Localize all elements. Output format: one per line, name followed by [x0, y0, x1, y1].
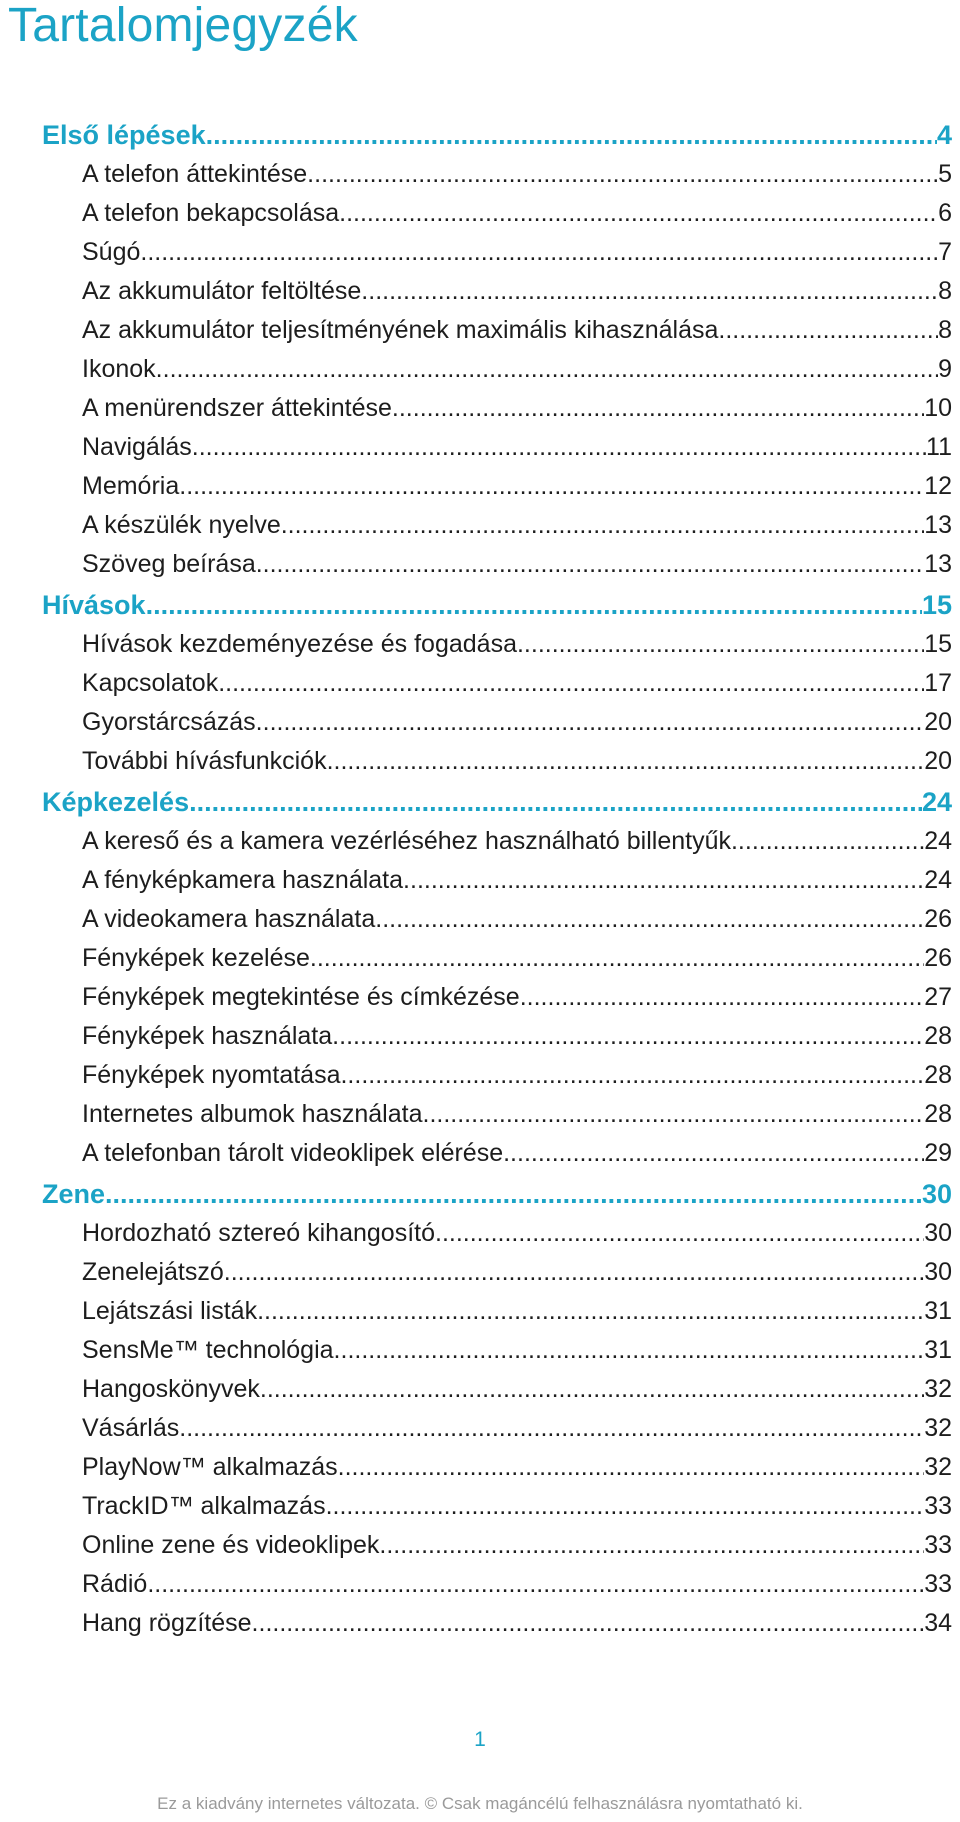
- entry-label: Hangoskönyvek: [82, 1375, 260, 1403]
- toc-entry[interactable]: [42, 1370, 952, 1409]
- entry-label: Ikonok: [82, 355, 156, 383]
- section-heading-label: Hívások: [42, 590, 146, 620]
- toc-entry[interactable]: [42, 194, 952, 233]
- entry-label: Súgó: [82, 238, 141, 266]
- entry-label: Lejátszási listák: [82, 1297, 258, 1325]
- dot-leader: [379, 1526, 924, 1565]
- dot-leader: [218, 664, 924, 703]
- toc-section: [42, 1175, 952, 1643]
- dot-leader: [332, 1017, 924, 1056]
- footer-note: Ez a kiadvány internetes változata. © Csak magáncélú felhasználásra nyomtatható ki.: [157, 1794, 803, 1813]
- entry-page-number: 30: [924, 1258, 952, 1286]
- entry-page-number: 26: [924, 944, 952, 972]
- section-page-number: 4: [936, 120, 952, 150]
- dot-leader: [224, 1253, 924, 1292]
- entry-label: A fényképkamera használata: [82, 866, 404, 894]
- dot-leader: [326, 1487, 925, 1526]
- entry-label: Hordozható sztereó kihangosító: [82, 1219, 435, 1247]
- toc-entry[interactable]: [42, 233, 952, 272]
- dot-leader: [338, 1448, 925, 1487]
- toc-entry[interactable]: [42, 1526, 952, 1565]
- toc-section-heading[interactable]: [42, 1175, 952, 1214]
- toc-entry[interactable]: [42, 822, 952, 861]
- toc-entry[interactable]: [42, 1331, 952, 1370]
- entry-page-number: 8: [938, 316, 952, 344]
- table-of-contents: [42, 116, 952, 1643]
- toc-entry[interactable]: [42, 1134, 952, 1173]
- entry-page-number: 34: [924, 1609, 952, 1637]
- entry-label: Hang rögzítése: [82, 1609, 252, 1637]
- dot-leader: [310, 939, 924, 978]
- dot-leader: [256, 703, 925, 742]
- entry-label: PlayNow™ alkalmazás: [82, 1453, 338, 1481]
- entry-page-number: 31: [924, 1336, 952, 1364]
- entry-page-number: 28: [924, 1061, 952, 1089]
- dot-leader: [339, 194, 938, 233]
- toc-entry[interactable]: [42, 900, 952, 939]
- toc-section: [42, 116, 952, 584]
- toc-entry[interactable]: [42, 1253, 952, 1292]
- entry-page-number: 7: [938, 238, 952, 266]
- entry-label: TrackID™ alkalmazás: [82, 1492, 326, 1520]
- dot-leader: [192, 428, 926, 467]
- entry-label: Szöveg beírása: [82, 550, 256, 578]
- dot-leader: [105, 1175, 922, 1214]
- section-page-number: 30: [921, 1179, 952, 1209]
- toc-entry[interactable]: [42, 1214, 952, 1253]
- entry-page-number: 28: [924, 1100, 952, 1128]
- section-heading-label: Első lépések: [42, 120, 206, 150]
- entry-page-number: 31: [924, 1297, 952, 1325]
- entry-label: Internetes albumok használata: [82, 1100, 423, 1128]
- toc-section-heading[interactable]: [42, 586, 952, 625]
- entry-page-number: 9: [938, 355, 952, 383]
- entry-label: Fényképek kezelése: [82, 944, 310, 972]
- dot-leader: [140, 233, 938, 272]
- dot-leader: [392, 389, 924, 428]
- toc-entry[interactable]: [42, 545, 952, 584]
- entry-page-number: 32: [924, 1375, 952, 1403]
- toc-entry[interactable]: [42, 939, 952, 978]
- toc-entry[interactable]: [42, 389, 952, 428]
- toc-entry[interactable]: [42, 742, 952, 781]
- toc-entry[interactable]: [42, 350, 952, 389]
- entry-label: Navigálás: [82, 433, 192, 461]
- toc-entry[interactable]: [42, 1095, 952, 1134]
- entry-label: A telefonban tárolt videoklipek elérése: [82, 1139, 504, 1167]
- toc-entry[interactable]: [42, 428, 952, 467]
- entry-label: Hívások kezdeményezése és fogadása: [82, 630, 517, 658]
- toc-entry[interactable]: [42, 311, 952, 350]
- entry-label: A telefon bekapcsolása: [82, 199, 340, 227]
- dot-leader: [206, 116, 937, 155]
- toc-entry[interactable]: [42, 1565, 952, 1604]
- toc-entry[interactable]: [42, 272, 952, 311]
- dot-leader: [147, 1565, 924, 1604]
- entry-label: Fényképek nyomtatása: [82, 1061, 341, 1089]
- entry-label: A telefon áttekintése: [82, 160, 308, 188]
- entry-page-number: 20: [924, 747, 952, 775]
- dot-leader: [179, 1409, 924, 1448]
- entry-page-number: 24: [924, 866, 952, 894]
- dot-leader: [731, 822, 924, 861]
- dot-leader: [361, 272, 938, 311]
- dot-leader: [307, 155, 938, 194]
- entry-page-number: 11: [926, 433, 952, 461]
- dot-leader: [257, 1292, 924, 1331]
- entry-label: Online zene és videoklipek: [82, 1531, 380, 1559]
- entry-page-number: 27: [924, 983, 952, 1011]
- toc-entry[interactable]: [42, 703, 952, 742]
- entry-page-number: 24: [924, 827, 952, 855]
- entry-label: A készülék nyelve: [82, 511, 281, 539]
- dot-leader: [423, 1095, 925, 1134]
- dot-leader: [179, 467, 924, 506]
- entry-page-number: 5: [938, 160, 952, 188]
- toc-entry[interactable]: [42, 467, 952, 506]
- toc-entry[interactable]: [42, 1448, 952, 1487]
- entry-label: Fényképek használata: [82, 1022, 333, 1050]
- toc-entry[interactable]: [42, 625, 952, 664]
- toc-entry[interactable]: [42, 664, 952, 703]
- dot-leader: [327, 742, 925, 781]
- dot-leader: [340, 1056, 924, 1095]
- entry-label: Kapcsolatok: [82, 669, 219, 697]
- entry-page-number: 33: [924, 1570, 952, 1598]
- entry-page-number: 33: [924, 1531, 952, 1559]
- toc-section: [42, 783, 952, 1173]
- dot-leader: [256, 545, 924, 584]
- entry-page-number: 15: [924, 630, 952, 658]
- dot-leader: [503, 1134, 924, 1173]
- entry-page-number: 10: [924, 394, 952, 422]
- dot-leader: [252, 1604, 925, 1643]
- entry-page-number: 32: [924, 1453, 952, 1481]
- entry-page-number: 17: [924, 669, 952, 697]
- toc-entry[interactable]: [42, 1409, 952, 1448]
- page-title: Tartalomjegyzék: [8, 0, 358, 52]
- toc-entry[interactable]: [42, 1056, 952, 1095]
- toc-section: [42, 586, 952, 781]
- dot-leader: [435, 1214, 924, 1253]
- toc-section-heading[interactable]: [42, 116, 952, 155]
- entry-label: Fényképek megtekintése és címkézése: [82, 983, 520, 1011]
- dot-leader: [520, 978, 924, 1017]
- entry-label: Az akkumulátor feltöltése: [82, 277, 362, 305]
- toc-entry[interactable]: [42, 978, 952, 1017]
- section-heading-label: Zene: [42, 1179, 106, 1209]
- dot-leader: [718, 311, 938, 350]
- dot-leader: [517, 625, 924, 664]
- entry-page-number: 26: [924, 905, 952, 933]
- toc-entry[interactable]: [42, 1017, 952, 1056]
- toc-entry[interactable]: [42, 1487, 952, 1526]
- entry-page-number: 6: [938, 199, 952, 227]
- toc-entry[interactable]: [42, 155, 952, 194]
- toc-entry[interactable]: [42, 861, 952, 900]
- entry-page-number: 13: [924, 511, 952, 539]
- entry-page-number: 13: [924, 550, 952, 578]
- entry-page-number: 8: [938, 277, 952, 305]
- entry-label: A videokamera használata: [82, 905, 376, 933]
- toc-section-heading[interactable]: [42, 783, 952, 822]
- entry-page-number: 32: [924, 1414, 952, 1442]
- entry-page-number: 12: [924, 472, 952, 500]
- footer-page-number: 1: [474, 1728, 486, 1751]
- entry-label: Vásárlás: [82, 1414, 180, 1442]
- dot-leader: [146, 586, 922, 625]
- dot-leader: [260, 1370, 924, 1409]
- section-page-number: 15: [921, 590, 952, 620]
- toc-entry[interactable]: [42, 506, 952, 545]
- dot-leader: [189, 783, 922, 822]
- entry-page-number: 29: [924, 1139, 952, 1167]
- entry-label: A menürendszer áttekintése: [82, 394, 392, 422]
- dot-leader: [334, 1331, 925, 1370]
- entry-page-number: 33: [924, 1492, 952, 1520]
- entry-page-number: 20: [924, 708, 952, 736]
- toc-entry[interactable]: [42, 1292, 952, 1331]
- entry-page-number: 30: [924, 1219, 952, 1247]
- entry-label: Memória: [82, 472, 180, 500]
- section-page-number: 24: [921, 787, 952, 817]
- entry-label: Az akkumulátor teljesítményének maximális kihasználása: [82, 316, 719, 344]
- entry-label: További hívásfunkciók: [82, 747, 327, 775]
- entry-page-number: 28: [924, 1022, 952, 1050]
- toc-entry[interactable]: [42, 1604, 952, 1643]
- entry-label: A kereső és a kamera vezérléséhez használható billentyűk: [82, 827, 731, 855]
- entry-label: Zenelejátszó: [82, 1258, 224, 1286]
- entry-label: Rádió: [82, 1570, 148, 1598]
- entry-label: Gyorstárcsázás: [82, 708, 256, 736]
- entry-label: SensMe™ technológia: [82, 1336, 334, 1364]
- dot-leader: [156, 350, 938, 389]
- dot-leader: [375, 900, 924, 939]
- dot-leader: [281, 506, 924, 545]
- section-heading-label: Képkezelés: [42, 787, 190, 817]
- dot-leader: [403, 861, 924, 900]
